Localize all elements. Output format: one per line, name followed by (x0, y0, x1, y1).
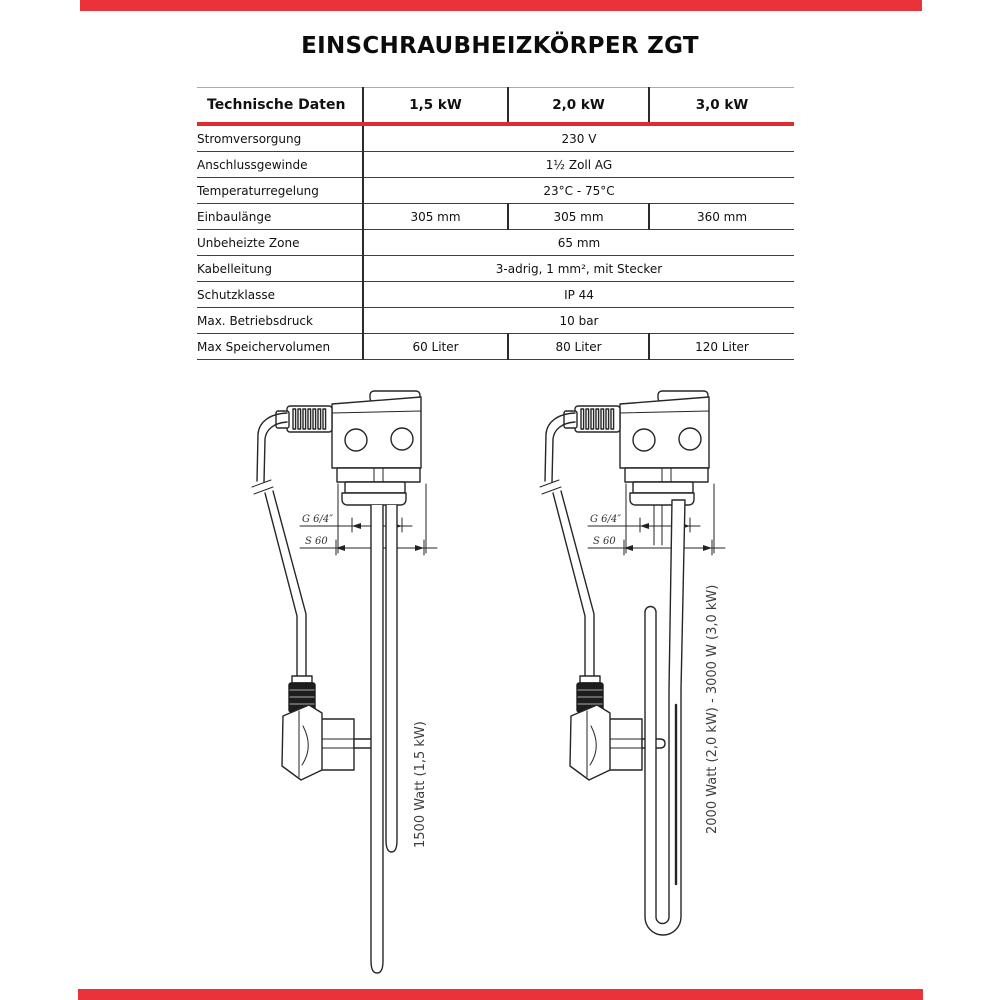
row-value: 305 mm (508, 204, 649, 230)
caption-power-right: 2000 Watt (2,0 kW) - 3000 W (3,0 kW) (705, 584, 720, 834)
col-header-1-5kw: 1,5 kW (363, 88, 508, 125)
row-value: 10 bar (363, 308, 794, 334)
sensor-tube (386, 505, 397, 852)
row-value: 23°C - 75°C (363, 178, 794, 204)
col-header-2-0kw: 2,0 kW (508, 88, 649, 125)
row-label: Stromversorgung (197, 124, 363, 152)
row-value: 60 Liter (363, 334, 508, 360)
heating-rod-long (371, 505, 383, 973)
col-header-3-0kw: 3,0 kW (649, 88, 794, 125)
drawing-heater-1-5kw (252, 391, 437, 973)
row-value: 120 Liter (649, 334, 794, 360)
row-value: 3-adrig, 1 mm², mit Stecker (363, 256, 794, 282)
caption-power-left: 1500 Watt (1,5 kW) (413, 721, 428, 848)
row-value: 65 mm (363, 230, 794, 256)
row-label: Unbeheizte Zone (197, 230, 363, 256)
row-value: 230 V (363, 124, 794, 152)
row-value: 1½ Zoll AG (363, 152, 794, 178)
page-title: EINSCHRAUBHEIZKÖRPER ZGT (301, 33, 699, 59)
drawing-heater-2-3kw (540, 391, 725, 935)
row-label: Schutzklasse (197, 282, 363, 308)
row-label: Temperaturregelung (197, 178, 363, 204)
row-label: Anschlussgewinde (197, 152, 363, 178)
row-label: Kabelleitung (197, 256, 363, 282)
row-value: 80 Liter (508, 334, 649, 360)
row-value: 360 mm (649, 204, 794, 230)
row-value: IP 44 (363, 282, 794, 308)
row-value: 305 mm (363, 204, 508, 230)
row-label: Max. Betriebsdruck (197, 308, 363, 334)
row-label: Max Speichervolumen (197, 334, 363, 360)
bottom-accent-bar (78, 989, 923, 1000)
row-label: Einbaulänge (197, 204, 363, 230)
heating-hairpin-tube (645, 500, 685, 935)
table-header-label: Technische Daten (197, 88, 363, 125)
sensor-tube-stub (654, 505, 662, 545)
